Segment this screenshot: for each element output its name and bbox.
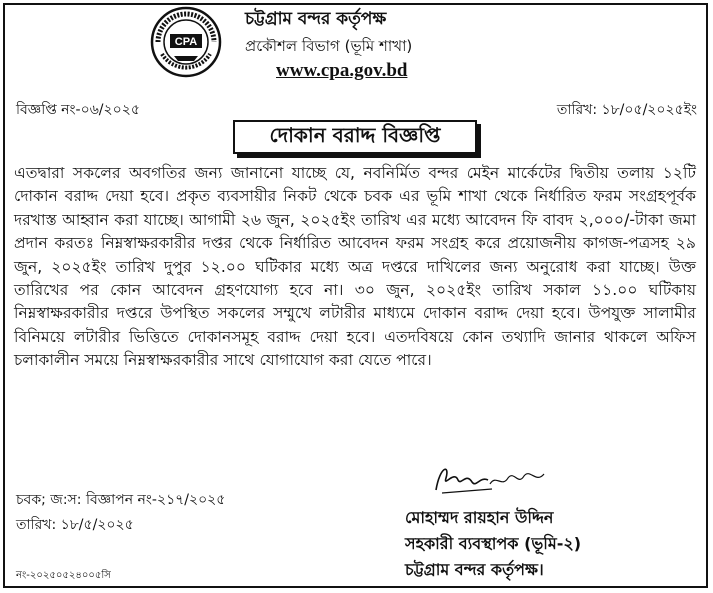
notice-date: তারিখ: ১৮/০৫/২০২৫ইং <box>556 102 697 118</box>
cpa-logo-icon <box>150 6 222 78</box>
advertisement-reference: চবক; জ:স: বিজ্ঞাপন নং-২১৭/২০২৫ <box>16 492 226 508</box>
organization-name: চট্টগ্রাম বন্দর কর্তৃপক্ষ <box>245 9 387 29</box>
notice-title-box <box>233 120 477 154</box>
department-name: প্রকৌশল বিভাগ (ভূমি শাখা) <box>245 37 413 55</box>
signatory-name: মোহাম্মদ রায়হান উদ্দিন <box>405 508 554 527</box>
footer-code: নং-২০২৫০৫২৪০০৫সি <box>16 570 111 581</box>
reference-date: তারিখ: ১৮/৫/২০২৫ <box>16 517 134 533</box>
signatory-organization: চট্টগ্রাম বন্দর কর্তৃপক্ষ। <box>405 560 544 579</box>
notice-body: এতদ্বারা সকলের অবগতির জন্য জানানো যাচ্ছে যে, নবনির্মিত বন্দর মেইন মার্কেটের দ্বিতীয় তলায় ১২টি দোকান বরাদ্দ দেয়া হবে। প্রকৃত ব্যবসায়ীর নিকট থেকে চবক এর ভূমি শাখা থেকে নির্ধারিত ফরম সংগ্রহপূর্বক দরখাস্ত আহ্বান করা যাচ্ছে। আগামী ২৬ জুন, ২০২৫ইং তারিখ এর মধ্যে আবেদন ফি বাবদ ২,০০০/-টাকা জমা প্রদান করতঃ নিম্নস্বাক্ষরকারীর দপ্তর থেকে নির্ধারিত আবেদন ফরম সংগ্রহ করে প্রয়োজনীয় কাগজ-পত্রসহ ২৯ জুন, ২০২৫ইং তারিখ দুপুর ১২.০০ ঘটিকার মধ্যে অত্র দপ্তরে দাখিলের জন্য অনুরোধ করা যাচ্ছে। উক্ত তারিখের পর কোন আবেদন গ্রহণযোগ্য হবে না। ৩০ জুন, ২০২৫ইং তারিখ সকাল ১১.০০ ঘটিকায় নিম্নস্বাক্ষরকারীর দপ্তরে উপস্থিত সকলের সম্মুখে লটারীর মাধ্যমে দোকান বরাদ্দ দেয়া হবে। উপযুক্ত সালামীর বিনিময়ে লটারীর ভিত্তিতে দোকানসমূহ বরাদ্দ দেয়া হবে। এতদবিষয়ে কোন তথ্যাদি জানার থাকলে অফিস চলাকালীন সময়ে নিম্নস্বাক্ষরকারীর সাথে যোগাযোগ করা যেতে পারে। <box>14 164 696 370</box>
notice-title: দোকান বরাদ্দ বিজ্ঞপ্তি <box>269 122 441 147</box>
notice-number: বিজ্ঞপ্তি নং-০৬/২০২৫ <box>16 102 140 118</box>
website-link[interactable]: www.cpa.gov.bd <box>276 60 408 81</box>
signatory-designation: সহকারী ব্যবস্থাপক (ভূমি-২) <box>405 534 582 553</box>
handwritten-signature-icon <box>432 460 552 500</box>
logo-initials: CPA <box>174 36 198 48</box>
